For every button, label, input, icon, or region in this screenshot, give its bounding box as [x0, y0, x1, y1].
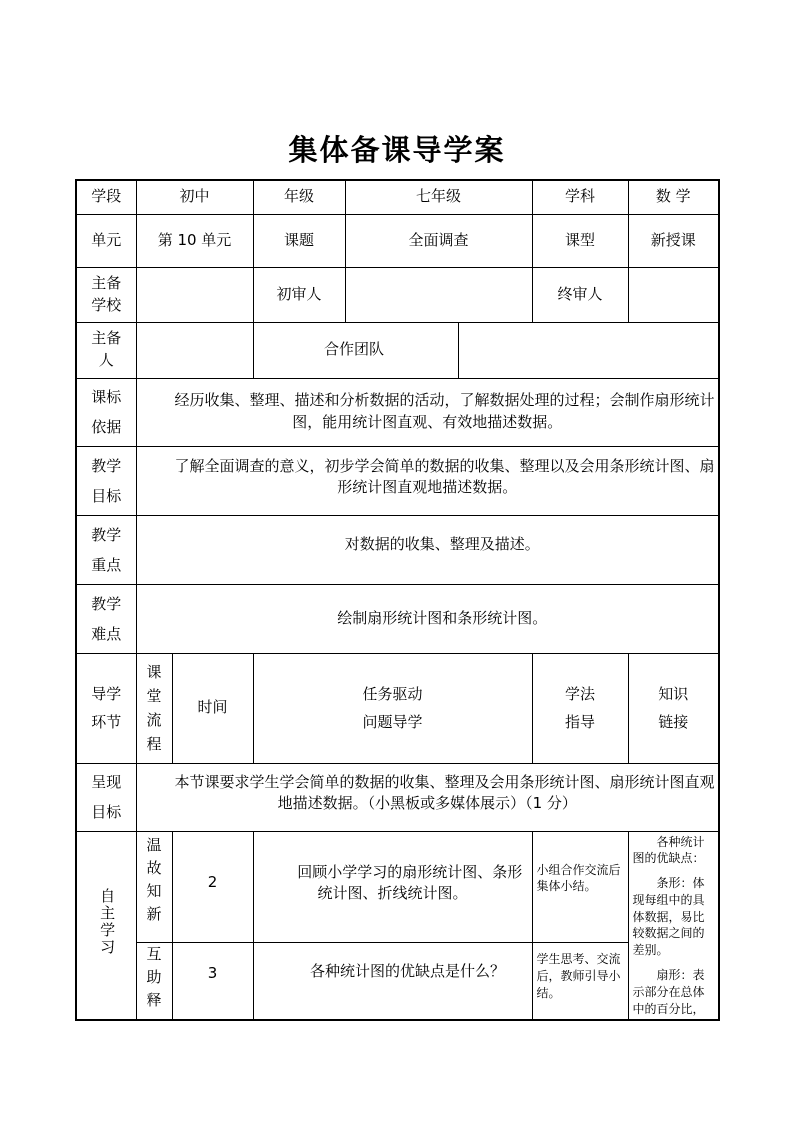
curriculum-basis-label: 课标 依据 [76, 378, 136, 446]
row-self-study-2 [76, 942, 719, 1020]
mutual-help-task: 各种统计图的优缺点是什么？ [310, 961, 506, 980]
final-reviewer-value [628, 267, 719, 322]
curriculum-basis-text: 经历收集、整理、描述和分析数据的活动，了解数据处理的过程；会制作扇形统计图，能用统计图直观、有效地描述数据。 [174, 391, 715, 431]
row-self-study-1 [76, 831, 719, 942]
row-unit [76, 214, 719, 267]
final-reviewer-label: 终审人 [532, 267, 628, 322]
review-method: 小组合作交流后集体小结。 [532, 831, 628, 942]
time-label: 时间 [172, 653, 253, 763]
lesson-type-label: 课型 [532, 214, 628, 267]
method-guidance-label: 学法 指导 [532, 653, 628, 763]
knowledge-bar: 条形：体现每组中的具体数据，易比较数据之间的差别。 [632, 876, 705, 958]
mutual-help-flow: 互 助 释 [136, 942, 172, 1020]
row-preparer [76, 322, 719, 378]
flow-section-label: 导学 环节 [76, 653, 136, 763]
first-reviewer-value [345, 267, 532, 322]
task-driven-label: 任务驱动 问题导学 [253, 653, 532, 763]
row-present-objectives [76, 763, 719, 831]
knowledge-link-label: 知识 链接 [628, 653, 719, 763]
main-school-label: 主备 学校 [76, 267, 136, 322]
knowledge-intro: 各种统计图的优缺点： [632, 834, 705, 866]
row-difficulties [76, 584, 719, 653]
subject-label: 学科 [532, 180, 628, 214]
review-flow: 温 故 知 新 [136, 831, 172, 942]
review-time: 2 [172, 831, 253, 942]
knowledge-pie: 扇形：表示部分在总体中的百分比， [632, 968, 705, 1016]
class-flow-label: 课 堂 流 程 [136, 653, 172, 763]
team-label: 合作团队 [253, 322, 458, 378]
grade-label: 年级 [253, 180, 345, 214]
row-key-points [76, 515, 719, 584]
page-title: 集体备课导学案 [288, 133, 506, 167]
difficulties-text: 绘制扇形统计图和条形统计图。 [337, 608, 548, 627]
self-study-label: 自主学习 [98, 888, 117, 957]
review-task: 回顾小学学习的扇形统计图、条形统计图、折线统计图。 [297, 862, 523, 903]
team-value [458, 322, 719, 378]
row-school [76, 267, 719, 322]
topic-value: 全面调查 [345, 214, 532, 267]
row-curriculum-basis [76, 378, 719, 446]
preparer-value [136, 322, 253, 378]
difficulties-label: 教学 难点 [76, 584, 136, 653]
row-flow-header [76, 653, 719, 763]
key-points-label: 教学 重点 [76, 515, 136, 584]
unit-value: 第 10 单元 [136, 214, 253, 267]
objectives-text: 了解全面调查的意义，初步学会简单的数据的收集、整理以及会用条形统计图、扇形统计图直观地描述数据。 [174, 456, 715, 497]
stage-label: 学段 [76, 180, 136, 214]
preparer-label: 主备 人 [76, 322, 136, 378]
main-school-value [136, 267, 253, 322]
row-stage [76, 180, 719, 214]
lesson-type-value: 新授课 [628, 214, 719, 267]
objectives-label: 教学 目标 [76, 446, 136, 515]
grade-value: 七年级 [345, 180, 532, 214]
key-points-text: 对数据的收集、整理及描述。 [344, 534, 540, 553]
mutual-help-time: 3 [172, 942, 253, 1020]
present-objectives-text: 本节课要求学生学会简单的数据的收集、整理及会用条形统计图、扇形统计图直观地描述数据。（小黑板或多媒体展示）（1 分） [174, 772, 715, 813]
knowledge-link-content [628, 831, 719, 1020]
mutual-help-method: 学生思考、交流后，教师引导小结。 [532, 942, 628, 1020]
topic-label: 课题 [253, 214, 345, 267]
unit-label: 单元 [76, 214, 136, 267]
first-reviewer-label: 初审人 [253, 267, 345, 322]
subject-value: 数 学 [628, 180, 719, 214]
stage-value: 初中 [136, 180, 253, 214]
row-objectives [76, 446, 719, 515]
lesson-plan-table [75, 179, 720, 1021]
present-objectives-label: 呈现 目标 [76, 763, 136, 831]
